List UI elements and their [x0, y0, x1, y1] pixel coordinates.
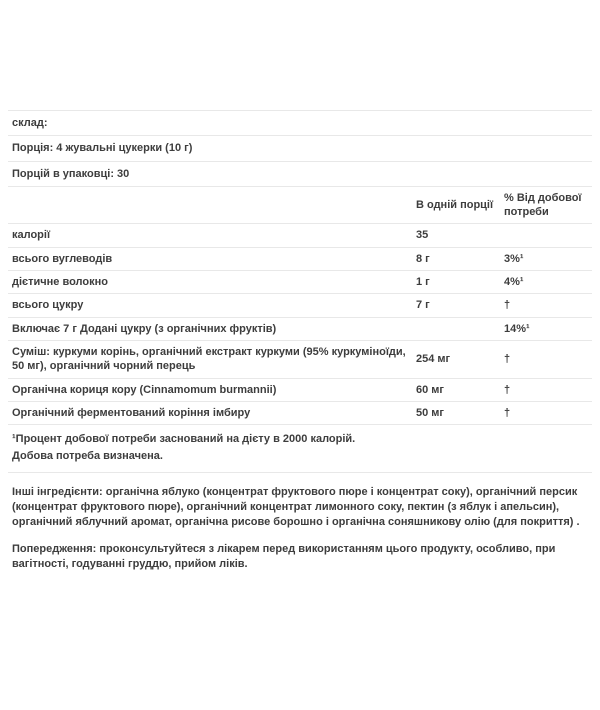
table-row — [8, 223, 592, 246]
daily-value: † — [504, 406, 511, 419]
table-row — [8, 270, 592, 293]
warning-paragraph: Попередження: проконсультуйтеся з лікарем перед використанням цього продукту, особливо, при вагітності, годуванні груддю, прийом ліків. — [12, 542, 556, 570]
nutrient-name: калорії — [12, 229, 51, 242]
facts-table — [8, 186, 592, 424]
daily-value-footnote: ¹Процент добової потреби заснований на дієту в 2000 калорій. — [12, 433, 356, 446]
table-row — [8, 401, 592, 424]
table-header-row — [8, 186, 592, 224]
daily-value: † — [504, 299, 511, 312]
nutrient-name: дієтичне волокно — [12, 276, 108, 289]
nutrient-name: всього вуглеводів — [12, 252, 113, 265]
amount-per-serving: 50 мг — [416, 406, 445, 419]
daily-value: 3%¹ — [504, 252, 524, 265]
table-row — [8, 378, 592, 401]
amount-per-serving: 8 г — [416, 252, 430, 265]
amount-per-serving: 1 г — [416, 276, 430, 289]
amount-per-serving: 60 мг — [416, 383, 445, 396]
supplement-facts-panel — [8, 110, 592, 571]
nutrient-name: Суміш: куркуми корінь, органічний екстракт куркуми (95% куркуміноїди, 50 мг), органічний чорний перець — [12, 345, 406, 373]
composition-heading: склад: — [8, 110, 592, 135]
nutrient-name: всього цукру — [12, 299, 84, 312]
table-row — [8, 247, 592, 270]
nutrient-name: Органічна кориця кору (Cinnamomum burmannii) — [12, 383, 277, 396]
per-serving-column-header: В одній порції — [416, 199, 494, 212]
daily-value-column-header: % Від добової потреби — [504, 191, 582, 219]
other-ingredients-paragraph: Інші інгредієнти: органічна яблуко (концентрат фруктового пюре і концентрат соку), органічний персик (концентрат фруктового пюре), органічний концентрат лимонного соку, пектин (з яблук і апельсин), органічний яблучний аромат, органічна рисове борошно і органічна соняшникову олію (для покриття) . — [12, 486, 580, 528]
table-row — [8, 293, 592, 316]
table-body — [8, 223, 592, 424]
nutrient-name: Органічний ферментований коріння імбиру — [12, 406, 251, 419]
nutrient-name: Включає 7 г Додані цукру (з органічних фруктів) — [12, 322, 277, 335]
daily-value: † — [504, 383, 511, 396]
daily-need-footnote: Добова потреба визначена. — [12, 449, 163, 462]
table-row — [8, 317, 592, 340]
amount-per-serving: 254 мг — [416, 353, 451, 366]
daily-value: 14%¹ — [504, 322, 530, 335]
daily-value: 4%¹ — [504, 276, 524, 289]
amount-per-serving: 7 г — [416, 299, 430, 312]
serving-size-row: Порція: 4 жувальні цукерки (10 г) — [8, 135, 592, 160]
daily-value: † — [504, 353, 511, 366]
amount-per-serving: 35 — [416, 229, 429, 242]
footnote-block — [8, 424, 592, 473]
servings-per-container-row: Порцій в упаковці: 30 — [8, 161, 592, 186]
table-row — [8, 340, 592, 378]
